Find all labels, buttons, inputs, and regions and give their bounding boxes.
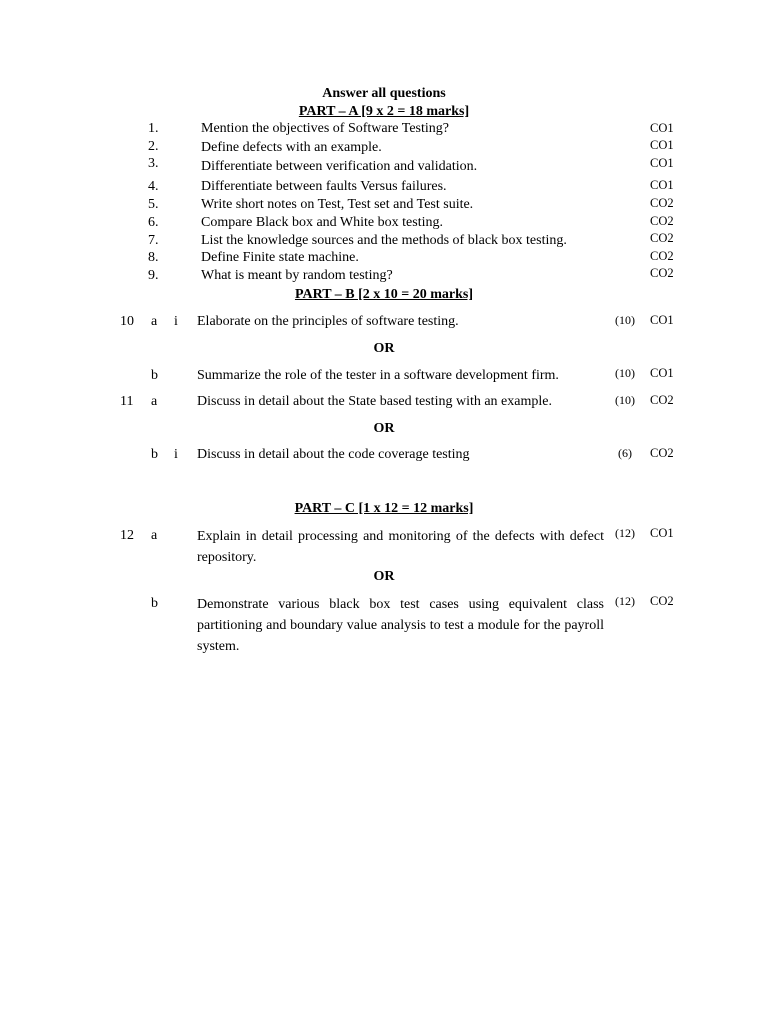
question-number: 9. [148,268,159,283]
course-outcome: CO2 [650,196,674,210]
question-number: 12 [120,528,134,543]
question-text: Compare Black box and White box testing. [201,215,443,230]
question-text: Discuss in detail about the State based testing with an example. [197,394,552,409]
part-a-title [0,104,768,120]
question-subpart: b [151,368,158,383]
course-outcome: CO1 [650,313,674,327]
question-number: 5. [148,197,159,212]
question-marks: (10) [615,366,635,380]
question-text: Mention the objectives of Software Testing? [201,121,449,136]
course-outcome: CO1 [650,366,674,380]
question-subpart-roman: i [174,314,178,329]
question-text: Explain in detail processing and monitoring of the defects with defect repository. [197,529,604,565]
course-outcome: CO2 [650,231,674,245]
question-number: 2. [148,139,159,154]
question-text: Summarize the role of the tester in a software development firm. [197,368,559,383]
or-separator: OR [373,421,395,436]
part-c-title-text: PART – C [1 x 12 = 12 marks] [294,501,474,516]
question-subpart: a [151,314,158,329]
question-subpart: a [151,394,158,409]
or-separator: OR [373,341,395,356]
question-subpart: a [151,528,158,543]
course-outcome: CO2 [650,594,674,608]
question-number: 7. [148,233,159,248]
question-subpart: b [151,447,158,462]
question-subpart: b [151,596,158,611]
question-text: Define Finite state machine. [201,250,359,265]
course-outcome: CO1 [650,156,674,170]
question-number: 8. [148,250,159,265]
question-text: Discuss in detail about the code coverage testing [197,447,470,462]
part-b-title-text: PART – B [2 x 10 = 20 marks] [294,287,474,302]
question-marks: (12) [615,594,635,608]
course-outcome: CO2 [650,446,674,460]
course-outcome: CO2 [650,393,674,407]
question-number: 4. [148,179,159,194]
question-marks: (6) [618,446,632,460]
question-text: Elaborate on the principles of software testing. [197,314,459,329]
course-outcome: CO2 [650,266,674,280]
course-outcome: CO1 [650,138,674,152]
question-text: Differentiate between verification and validation. [201,159,478,174]
question-text: Differentiate between faults Versus failures. [201,179,447,194]
question-number: 11 [120,394,134,409]
question-number: 6. [148,215,159,230]
part-a-title-text: PART – A [9 x 2 = 18 marks] [298,104,470,119]
question-number: 10 [120,314,134,329]
question-text: Write short notes on Test, Test set and Test suite. [201,197,474,212]
question-number: 3. [148,156,159,171]
question-text: Demonstrate various black box test cases using equivalent class partitioning and boundary value analysis to test a module for the payroll system. [197,597,604,654]
course-outcome: CO1 [650,526,674,540]
part-c-title [0,501,768,517]
question-subpart-roman: i [174,447,178,462]
course-outcome: CO1 [650,121,674,135]
instruction-heading: Answer all questions [322,86,446,101]
part-b-title [0,287,768,303]
question-marks: (10) [615,313,635,327]
question-text: What is meant by random testing? [201,268,393,283]
course-outcome: CO2 [650,214,674,228]
question-number: 1. [148,121,159,136]
question-marks: (10) [615,393,635,407]
course-outcome: CO2 [650,249,674,263]
question-marks: (12) [615,526,635,540]
course-outcome: CO1 [650,178,674,192]
or-separator: OR [373,569,395,584]
question-text: Define defects with an example. [201,140,382,155]
question-text: List the knowledge sources and the methods of black box testing. [201,233,567,248]
